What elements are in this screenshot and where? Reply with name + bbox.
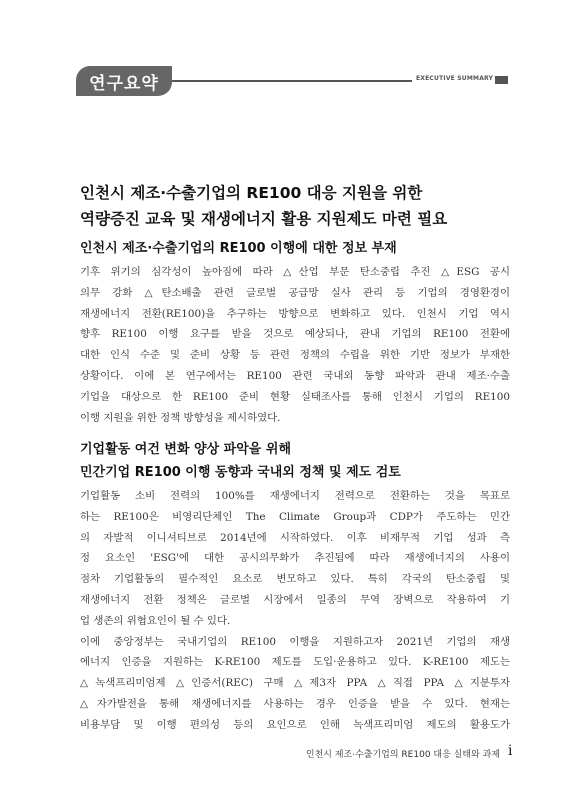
- paragraph-line: 하는 RE100은 비영리단체인 The Climate Group과 CDP가 주도하는 민간: [80, 510, 510, 523]
- paragraph-line: △녹색프리미엄제 △인증서(REC) 구매 △제3자 PPA △직접 PPA △지분투자: [80, 677, 510, 690]
- section1-heading: 인천시 제조·수출기업의 RE100 이행에 대한 정보 부재: [80, 241, 397, 256]
- paragraph-line: 비용부담 및 이행 편의성 등의 요인으로 인해 녹색프리미엄 제도의 활용도가: [80, 718, 510, 731]
- paragraph-line: 대한 인식 수준 및 준비 상황 등 관련 정책의 수립을 위한 기반 정보가 부재한: [80, 349, 510, 362]
- paragraph-line: 향후 RE100 이행 요구를 받을 것으로 예상되나, 관내 기업의 RE100 전환에: [80, 328, 510, 341]
- paragraph-line: 의 자발적 이니셔티브로 2014년에 시작하였다. 이후 비재무적 기업 성과 측: [80, 531, 510, 544]
- paragraph-line: 이에 중앙정부는 국내기업의 RE100 이행을 지원하고자 2021년 기업의 재생: [80, 635, 510, 648]
- paragraph-line: 기업을 대상으로 한 RE100 준비 현황 실태조사를 통해 인천시 기업의 RE100: [80, 390, 510, 403]
- header-rule: [172, 80, 412, 82]
- paragraph-line: 의무 강화 △탄소배출 관련 글로벌 공급망 실사 관리 등 기업의 경영환경이: [80, 286, 510, 299]
- title-line-1: 인천시 제조·수출기업의 RE100 대응 지원을 위한: [80, 184, 423, 202]
- section2-body: [80, 486, 510, 736]
- section2-heading-1: 기업활동 여건 변화 양상 파악을 위해: [80, 442, 291, 457]
- section2-heading-2: 민간기업 RE100 이행 동향과 국내외 정책 및 제도 검토: [80, 465, 401, 480]
- paragraph-line: 재생에너지 전환 정책은 글로벌 시장에서 일종의 무역 장벽으로 작용하여 기: [80, 593, 510, 606]
- paragraph-line: 이행 지원을 위한 정책 방향성을 제시하였다.: [80, 411, 281, 424]
- paragraph-line: △자가발전을 통해 재생에너지를 사용하는 경우 인증을 받을 수 있다. 현재는: [80, 697, 510, 710]
- footer-title: 인천시 제조·수출기업의 RE100 대응 실태와 과제: [305, 750, 500, 760]
- page-number: i: [508, 743, 513, 759]
- paragraph-line: 재생에너지 전환(RE100)을 추구하는 방향으로 변화하고 있다. 인천시 기업 역시: [80, 307, 510, 320]
- section1-body: [80, 262, 510, 428]
- header-rule-end: [495, 76, 508, 84]
- paragraph-line: 에너지 인증을 지원하는 K-RE100 제도를 도입·운용하고 있다. K-RE100 제도는: [80, 656, 510, 669]
- section-badge: 연구요약: [76, 66, 172, 96]
- paragraph-line: 점차 기업활동의 필수적인 요소로 변모하고 있다. 특히 각국의 탄소중립 및: [80, 573, 510, 586]
- paragraph-line: 상황이다. 이에 본 연구에서는 RE100 관련 국내외 동향 파악과 관내 제조·수출: [80, 369, 510, 382]
- document-title: [80, 180, 520, 232]
- paragraph-line: 업 생존의 위협요인이 될 수 있다.: [80, 614, 231, 627]
- paragraph-line: 기업활동 소비 전력의 100%를 재생에너지 전력으로 전환하는 것을 목표로: [80, 490, 510, 502]
- executive-summary-label: EXECUTIVE SUMMARY: [416, 75, 494, 82]
- title-line-2: 역량증진 교육 및 재생에너지 활용 지원제도 마련 필요: [80, 210, 448, 228]
- paragraph-line: 기후 위기의 심각성이 높아짐에 따라 △산업 부문 탄소중립 추진 △ESG 공시: [80, 266, 510, 278]
- paragraph-line: 정 요소인 'ESG'에 대한 공시의무화가 추진됨에 따라 재생에너지의 사용이: [80, 552, 510, 565]
